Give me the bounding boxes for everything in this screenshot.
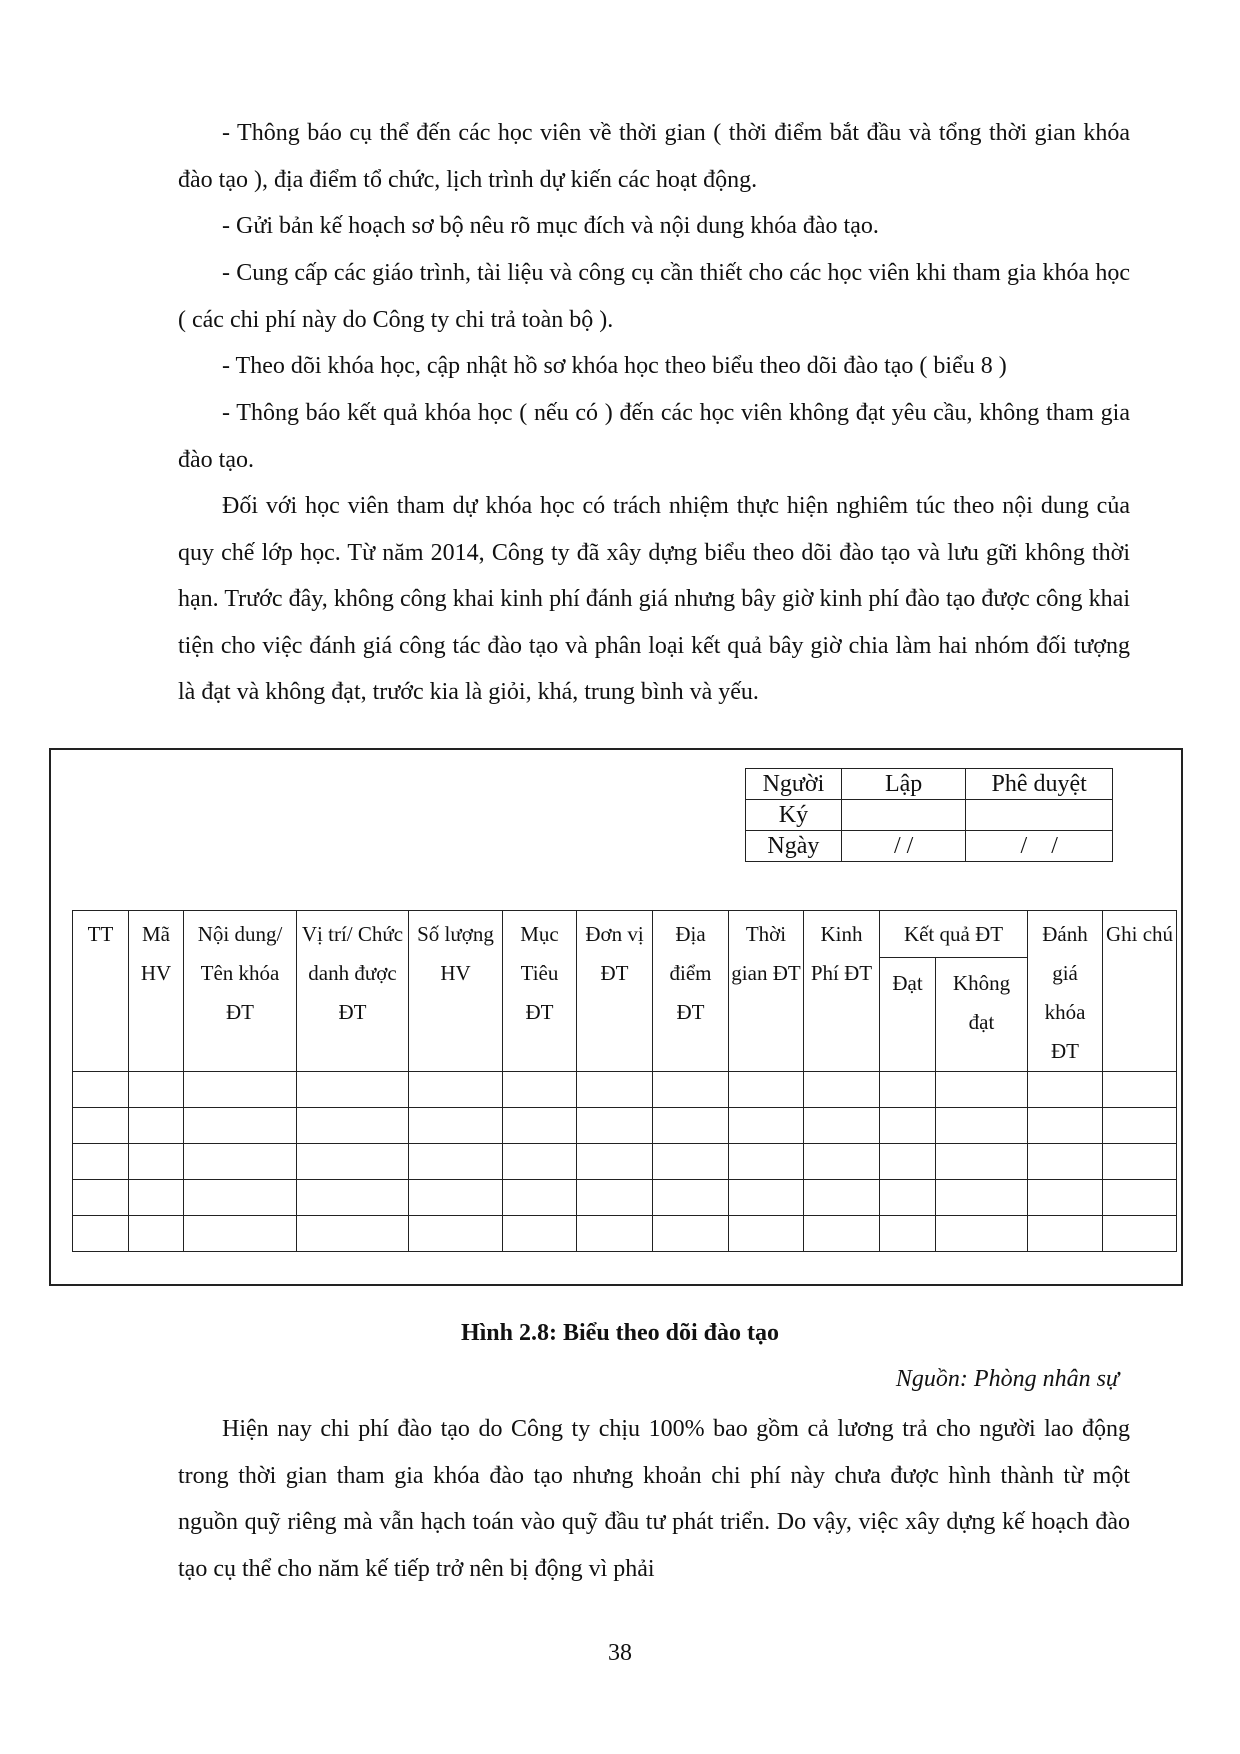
sign-header-nguoi: Người (746, 769, 842, 800)
paragraph-materials: - Cung cấp các giáo trình, tài liệu và công cụ cần thiết cho các học viên khi tham gia khóa học ( các chi phí này do Công ty chi trả toàn bộ ). (178, 260, 1130, 333)
header-tt: TT (73, 911, 129, 1072)
header-muc-tieu: Mục Tiêu ĐT (503, 911, 577, 1072)
sign-header-lap: Lập (841, 769, 966, 800)
table-row (73, 1216, 1177, 1252)
header-ghi-chu: Ghi chú (1103, 911, 1177, 1072)
table-row (73, 1108, 1177, 1144)
sign-date-lap: / / (841, 831, 966, 862)
header-dia-diem: Địa điểm ĐT (653, 911, 729, 1072)
header-ma-hv: Mã HV (129, 911, 184, 1072)
header-ket-qua: Kết quả ĐT (880, 911, 1028, 958)
header-noi-dung: Nội dung/ Tên khóa ĐT (184, 911, 297, 1072)
table-row (73, 1144, 1177, 1180)
paragraph-results: - Thông báo kết quả khóa học ( nếu có ) đến các học viên không đạt yêu cầu, không tham gia đào tạo. (178, 400, 1130, 473)
header-kinh-phi: Kinh Phí ĐT (804, 911, 880, 1072)
header-thoi-gian: Thời gian ĐT (729, 911, 804, 1072)
figure-caption: Hình 2.8: Biểu theo dõi đào tạo (460, 1320, 780, 1346)
header-dat: Đạt (880, 957, 936, 1071)
paragraph-cost: Hiện nay chi phí đào tạo do Công ty chịu 100% bao gồm cả lương trả cho người lao động trong thời gian tham gia khóa đào tạo nhưng khoản chi phí này chưa được hình thành từ một nguồn quỹ riêng mà vẫn hạch toán vào quỹ đầu tư phát triển. Do vậy, việc xây dựng kế hoạch đào tạo cụ thể cho năm kế tiếp trở nên bị động vì phải (178, 1416, 1130, 1582)
table-row (73, 1072, 1177, 1108)
figure-source: Nguồn: Phòng nhân sự (895, 1366, 1119, 1392)
header-so-luong: Số lượng HV (409, 911, 503, 1072)
paragraph-plan: - Gửi bản kế hoạch sơ bộ nêu rõ mục đích và nội dung khóa đào tạo. (222, 213, 879, 239)
paragraph-tracking: - Theo dõi khóa học, cập nhật hồ sơ khóa học theo biểu theo dõi đào tạo ( biểu 8 ) (222, 353, 1007, 379)
page-number: 38 (608, 1640, 632, 1666)
header-danh-gia: Đánh giá khóa ĐT (1028, 911, 1103, 1072)
sign-date-pheduyet: / / (966, 831, 1113, 862)
sign-ky-lap (841, 800, 966, 831)
table-row (73, 1180, 1177, 1216)
sign-row-ky: Ký (746, 800, 842, 831)
header-don-vi: Đơn vị ĐT (577, 911, 653, 1072)
paragraph-trainees: Đối với học viên tham dự khóa học có trách nhiệm thực hiện nghiêm túc theo nội dung của quy chế lớp học. Từ năm 2014, Công ty đã xây dựng biểu theo dõi đào tạo và lưu gữi không thời hạn. Trước đây, không công khai kinh phí đánh giá nhưng bây giờ kinh phí đào tạo được công khai tiện cho việc đánh giá công tác đào tạo và phân loại kết quả bây giờ chia làm hai nhóm đối tượng là đạt và không đạt, trước kia là giỏi, khá, trung bình và yếu. (178, 493, 1130, 705)
header-vi-tri: Vị trí/ Chức danh được ĐT (297, 911, 409, 1072)
signature-table (745, 768, 1113, 862)
sign-header-pheduyet: Phê duyệt (966, 769, 1113, 800)
header-khong-dat: Không đạt (936, 957, 1028, 1071)
paragraph-announce: - Thông báo cụ thể đến các học viên về thời gian ( thời điểm bắt đầu và tổng thời gian khóa đào tạo ), địa điểm tổ chức, lịch trình dự kiến các hoạt động. (178, 120, 1130, 193)
sign-row-ngay: Ngày (746, 831, 842, 862)
training-tracking-table (72, 910, 1177, 1252)
sign-ky-pheduyet (966, 800, 1113, 831)
